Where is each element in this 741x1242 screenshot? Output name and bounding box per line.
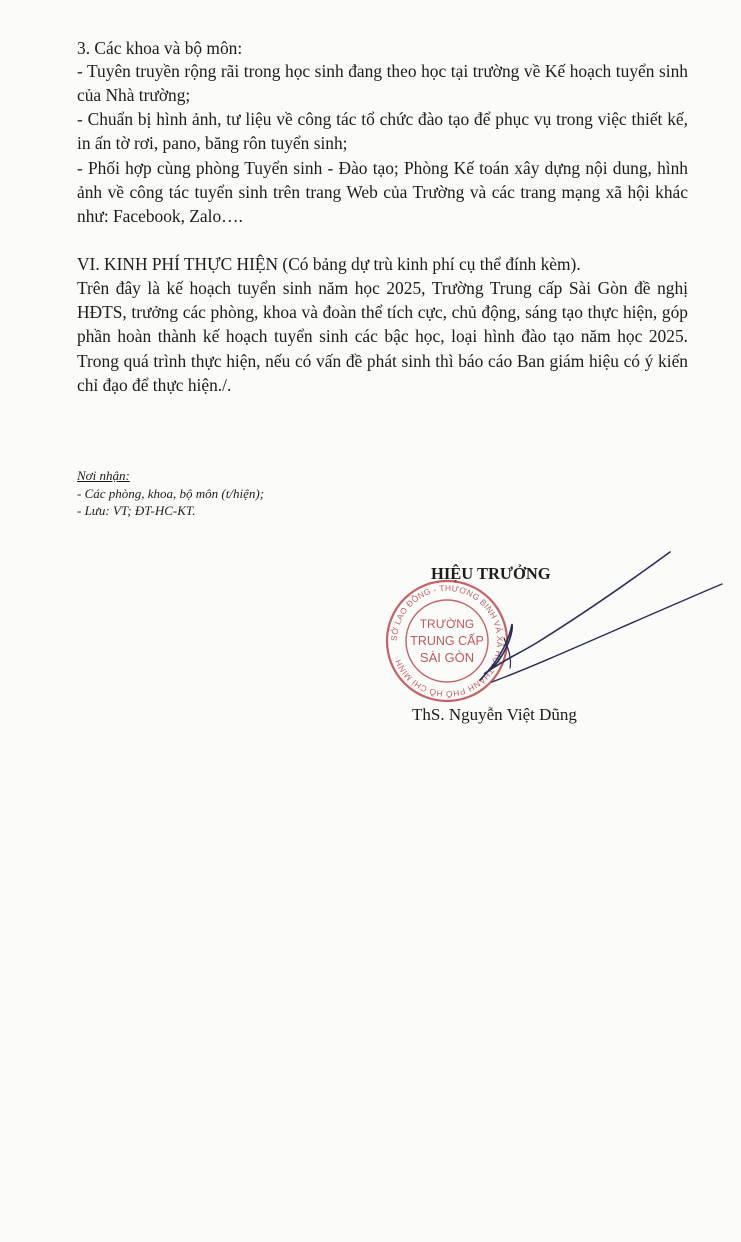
section6-paragraph-line4: Trong quá trình thực hiện, nếu có vấn đề phát sinh thì báo cáo Ban giám hiệu có ý kiến [77,351,688,371]
section6-heading: VI. KINH PHÍ THỰC HIỆN (Có bảng dự trù kinh phí cụ thể đính kèm). [77,254,581,274]
recipients-item: - Lưu: VT; ĐT-HC-KT. [77,503,196,518]
handwritten-signature [440,540,730,700]
section3-bullet3-line3: như: Facebook, Zalo…. [77,206,243,226]
section3-bullet3-line2: ảnh về công tác tuyển sinh trên trang Web của Trường và các trang mạng xã hội khác [77,182,688,202]
recipients-item: - Các phòng, khoa, bộ môn (t/hiện); [77,486,265,501]
section3-bullet3-line1: - Phối hợp cùng phòng Tuyển sinh - Đào tạo; Phòng Kế toán xây dựng nội dung, hình [77,158,688,178]
section6-paragraph-line5: chỉ đạo để thực hiện./. [77,375,232,395]
recipients-label: Nơi nhận: [77,468,130,483]
section3-bullet1-line2: của Nhà trường; [77,85,191,105]
signer-name: ThS. Nguyễn Việt Dũng [412,705,577,724]
stamp-line2: TRUNG CẤP [410,634,484,648]
section6-paragraph-line2: HĐTS, trưởng các phòng, khoa và đoàn thể tích cực, chủ động, sáng tạo thực hiện, góp [77,302,688,322]
signer-title: HIỆU TRƯỞNG [431,564,551,583]
stamp-line1: TRƯỜNG [419,617,475,631]
stamp-ring-text: SỞ LAO ĐỘNG - THƯƠNG BINH VÀ XÃ HỘI THÀNH PHỐ HỒ CHÍ MINH [388,582,506,700]
section3-bullet1-line1: - Tuyên truyền rộng rãi trong học sinh đang theo học tại trường về Kế hoạch tuyển sinh [77,61,688,81]
section6-paragraph-line3: phần hoàn thành kế hoạch tuyển sinh các bậc học, loại hình đào tạo năm học 2025. [77,326,688,346]
section3-bullet2-line2: in ấn tờ rơi, pano, băng rôn tuyển sinh; [77,133,348,153]
section3-heading: 3. Các khoa và bộ môn: [77,38,243,58]
section6-paragraph-line1: Trên đây là kế hoạch tuyển sinh năm học 2025, Trường Trung cấp Sài Gòn đề nghị [77,278,688,298]
section3-bullet2-line1: - Chuẩn bị hình ảnh, tư liệu về công tác tổ chức đào tạo để phục vụ trong việc thiết kế, [77,109,688,129]
stamp-line3: SÀI GÒN [419,650,475,665]
